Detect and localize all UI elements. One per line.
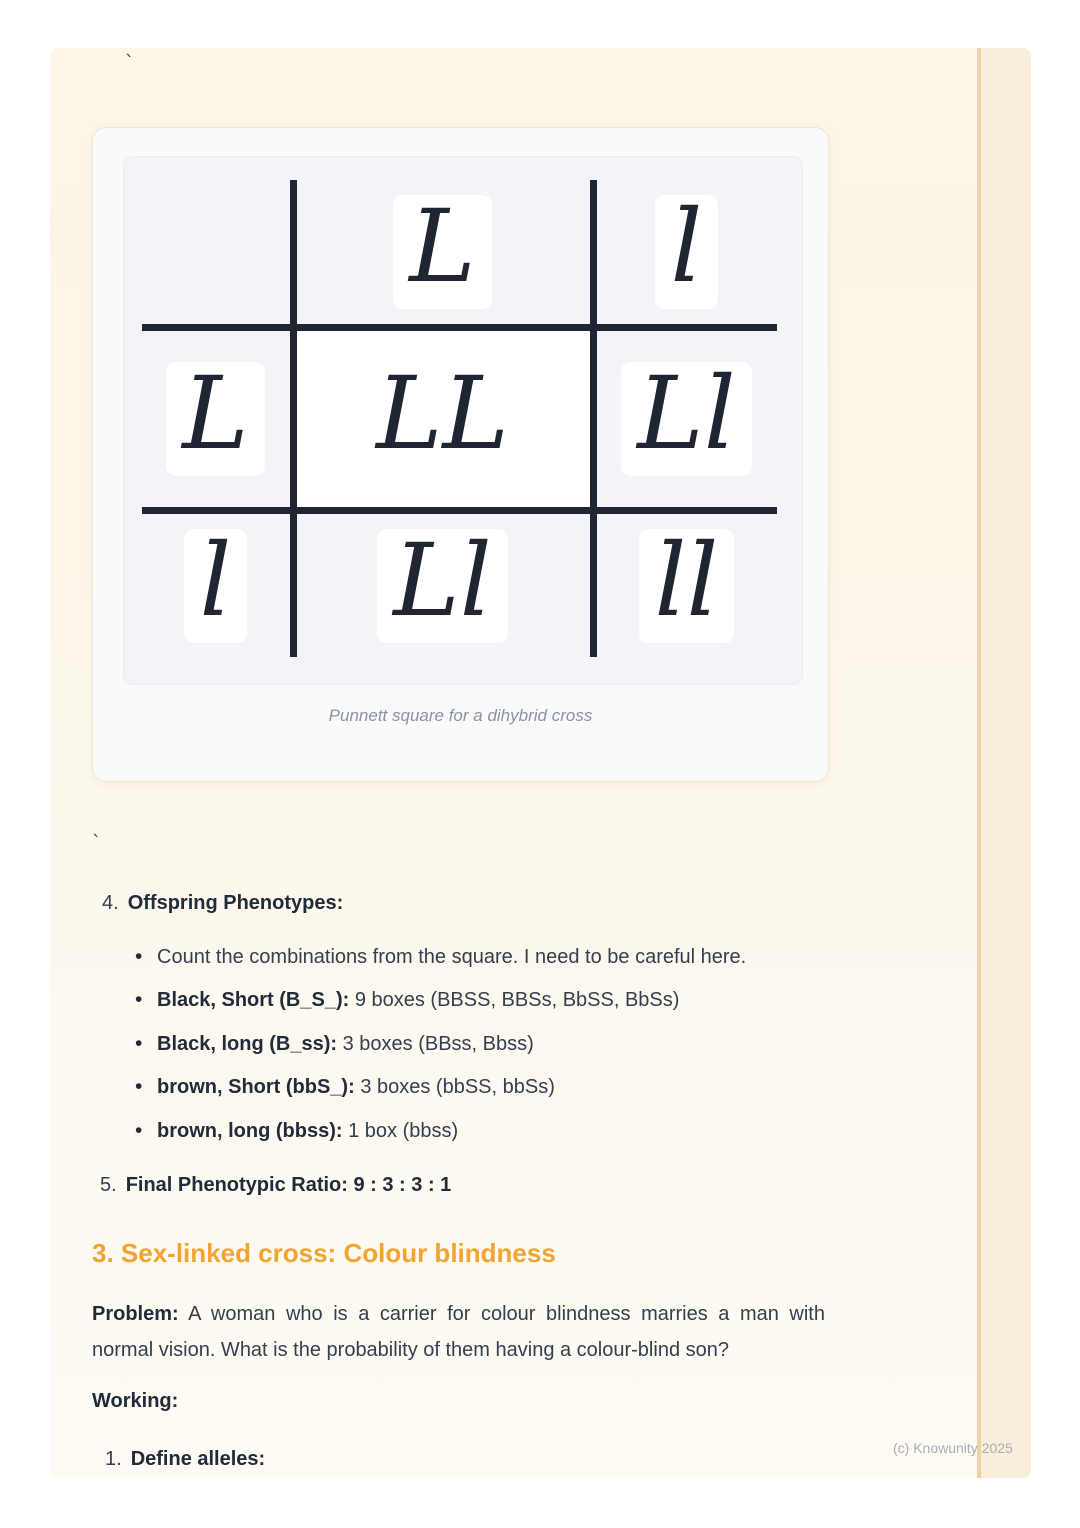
bullet-icon: • [135, 1032, 143, 1055]
stray-backtick-top: ` [124, 52, 135, 73]
problem-paragraph [92, 1296, 825, 1368]
punnett-letter: l [655, 195, 719, 309]
bullet-count-combinations [135, 944, 746, 970]
bullet-text-wrap [157, 944, 746, 970]
section-heading: 3. Sex-linked cross: Colour blindness [92, 1238, 556, 1268]
list-item-title: Final Phenotypic Ratio: 9 : 3 : 3 : 1 [125, 1174, 452, 1196]
list-item-final-ratio [100, 1172, 451, 1198]
punnett-letter: Ll [377, 529, 507, 643]
working-label: Working: [92, 1390, 179, 1412]
bullet-icon: • [135, 1119, 143, 1142]
list-item-title: Define alleles: [130, 1448, 266, 1470]
bullet-bold: brown, Short (bbS_): [157, 1076, 355, 1098]
punnett-grid-line [142, 324, 777, 331]
punnett-grid-line [290, 180, 297, 657]
punnett-cell [296, 331, 589, 507]
watermark: (c) Knowunity 2025 [893, 1440, 1013, 1456]
bullet-text-wrap [157, 1118, 458, 1144]
bullet-text: Count the combinations from the square. I need to be careful here. [157, 946, 747, 968]
bullet-text-wrap [157, 987, 679, 1013]
list-item-number: 4. [102, 892, 119, 914]
bullet-text-wrap [157, 1031, 534, 1057]
punnett-letter: ll [639, 529, 735, 643]
list-item-number: 1. [105, 1448, 122, 1470]
bullet-bold: brown, long (bbss): [157, 1120, 343, 1142]
punnett-row-header [142, 331, 289, 507]
punnett-letter: Ll [621, 362, 751, 476]
bullet-text: 1 box (bbss) [342, 1120, 459, 1142]
bullet-text-wrap [157, 1074, 555, 1100]
figure-caption: Punnett square for a dihybrid cross [328, 706, 593, 725]
bullet-icon: • [135, 1075, 143, 1098]
punnett-letter: L [393, 195, 491, 309]
bullet-icon: • [135, 988, 143, 1011]
bullet-black-long [135, 1031, 534, 1057]
punnett-col-header [296, 180, 589, 324]
figure-card [92, 127, 829, 782]
list-item-offspring-phenotypes [102, 890, 343, 916]
punnett-cell [596, 514, 777, 657]
page-edge-stripe [977, 48, 1031, 1478]
punnett-letter: LL [360, 362, 525, 476]
problem-label: Problem: [92, 1303, 179, 1325]
punnett-letter: L [166, 362, 264, 476]
bullet-brown-long [135, 1118, 458, 1144]
bullet-text: 3 boxes (BBss, Bbss) [337, 1033, 534, 1055]
punnett-letter: l [184, 529, 248, 643]
list-item-title: Offspring Phenotypes: [127, 892, 344, 914]
bullet-bold: Black, Short (B_S_): [157, 989, 350, 1011]
stray-backtick-mid: ` [91, 832, 102, 853]
punnett-cell [296, 514, 589, 657]
list-item-number: 5. [100, 1174, 117, 1196]
punnett-grid-line [590, 180, 597, 657]
bullet-black-short [135, 987, 679, 1013]
bullet-text: 9 boxes (BBSS, BBSs, BbSS, BbSs) [349, 989, 680, 1011]
punnett-col-header [596, 180, 777, 324]
punnett-grid-line [142, 507, 777, 514]
bullet-bold: Black, long (B_ss): [157, 1033, 338, 1055]
punnett-row-header [142, 514, 289, 657]
punnett-cell [596, 331, 777, 507]
list-item-define-alleles [105, 1446, 265, 1472]
bullet-brown-short [135, 1074, 555, 1100]
notes-page [50, 48, 1031, 1478]
bullet-text: 3 boxes (bbSS, bbSs) [354, 1076, 555, 1098]
punnett-square-image [123, 156, 803, 685]
bullet-icon: • [135, 945, 143, 968]
problem-text: A woman who is a carrier for colour blindness marries a man with normal vision. What is the probability of them having a colour-blind son? [92, 1303, 825, 1361]
